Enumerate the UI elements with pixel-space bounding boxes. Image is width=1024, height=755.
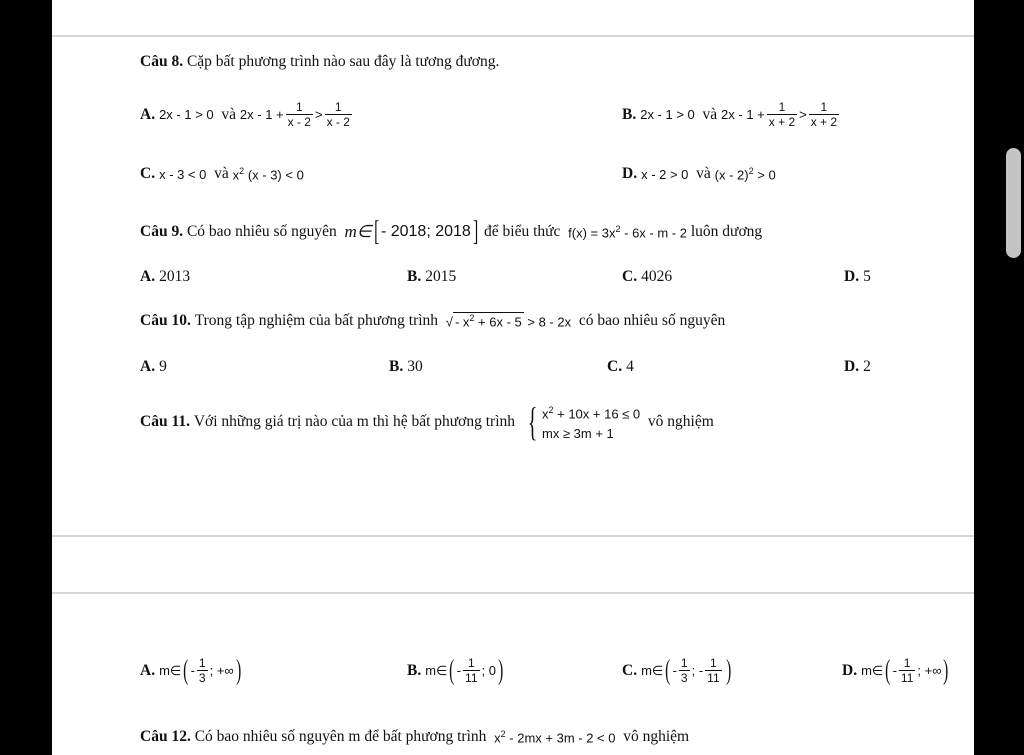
q10-option-b[interactable] xyxy=(389,358,423,376)
q9-option-b[interactable] xyxy=(407,268,456,286)
interval: - 2018; 2018 xyxy=(380,223,471,240)
q9-option-a[interactable] xyxy=(140,268,190,286)
option-key: A. xyxy=(140,358,156,375)
bracket: ( xyxy=(449,654,455,686)
q10-option-a[interactable] xyxy=(140,358,167,376)
numerator: 1 xyxy=(680,656,688,670)
question-text: vô nghiệm xyxy=(623,728,690,745)
question-label: Câu 8. xyxy=(140,53,184,70)
math-expr: mx ≥ 3m + 1 xyxy=(541,426,614,442)
denominator: 11 xyxy=(465,671,478,685)
question-text: Cặp bất phương trình nào sau đây là tương đương. xyxy=(186,53,500,70)
denominator: x - 2 xyxy=(326,115,350,129)
question-text: vô nghiệm xyxy=(647,413,714,431)
question-11 xyxy=(140,400,714,444)
option-key: A. xyxy=(140,105,156,123)
page-separator xyxy=(52,35,974,37)
q11-option-a[interactable] xyxy=(140,656,243,685)
math-expr: x xyxy=(494,730,501,746)
question-label: Câu 10. xyxy=(140,312,191,329)
option-value: 2015 xyxy=(425,268,457,285)
fraction xyxy=(286,100,313,129)
numerator: 1 xyxy=(467,656,475,670)
numerator: 1 xyxy=(198,656,206,670)
conjunction: và xyxy=(221,105,237,123)
q8-option-b[interactable] xyxy=(622,100,841,129)
q8-option-c[interactable] xyxy=(140,165,304,183)
math-expr: f(x) = 3x xyxy=(568,225,616,241)
option-value: 9 xyxy=(159,358,167,375)
numerator: 1 xyxy=(820,100,828,114)
option-value: 2 xyxy=(863,358,871,375)
math-expr: > 8 - 2x xyxy=(527,314,572,330)
question-text: Có bao nhiêu số nguyên xyxy=(186,223,337,240)
math-expr: m∈ xyxy=(425,662,448,678)
denominator: 3 xyxy=(680,671,688,685)
numerator: 1 xyxy=(710,656,717,670)
q8-option-d[interactable] xyxy=(622,165,776,183)
q9-option-c[interactable] xyxy=(622,268,672,286)
fraction xyxy=(705,656,721,685)
bracket: [ xyxy=(373,216,379,247)
math-op: > xyxy=(799,107,807,122)
bracket: ) xyxy=(235,654,241,686)
fraction xyxy=(197,656,208,685)
document-page xyxy=(52,0,974,755)
numerator: 1 xyxy=(778,100,786,114)
option-key: A. xyxy=(140,661,156,679)
question-9 xyxy=(140,218,762,246)
bracket: ( xyxy=(665,654,671,686)
conjunction: và xyxy=(214,165,229,182)
question-label: Câu 12. xyxy=(140,728,191,745)
math-expr: m∈ xyxy=(344,222,372,241)
math-expr: m∈ xyxy=(159,662,182,678)
fraction xyxy=(463,656,479,685)
denominator: 3 xyxy=(198,671,206,685)
math-op: - xyxy=(672,663,677,678)
exponent: 2 xyxy=(239,165,245,176)
q10-option-c[interactable] xyxy=(607,358,634,376)
math-expr: m∈ xyxy=(861,662,884,678)
fraction xyxy=(899,656,915,685)
bracket: ) xyxy=(725,654,731,686)
option-key: D. xyxy=(622,165,638,182)
math-expr: x xyxy=(232,167,240,183)
denominator: 11 xyxy=(900,671,914,685)
denominator: x - 2 xyxy=(287,115,311,129)
bracket: ) xyxy=(943,654,949,686)
option-value: 2013 xyxy=(159,268,191,285)
radical xyxy=(453,312,524,329)
question-label: Câu 11. xyxy=(140,413,190,431)
math-expr: - x xyxy=(454,314,470,330)
numerator: 1 xyxy=(334,100,342,114)
math-expr: x - 2 > 0 xyxy=(641,166,689,182)
option-value: 30 xyxy=(407,358,423,375)
math-op: > xyxy=(314,107,323,122)
option-value: 4 xyxy=(626,358,634,375)
option-key: B. xyxy=(622,105,637,123)
q9-option-d[interactable] xyxy=(844,268,871,286)
bracket: ] xyxy=(472,216,479,247)
option-value: 4026 xyxy=(641,268,673,285)
question-text: luôn dương xyxy=(690,223,763,240)
fraction xyxy=(679,656,690,685)
fraction xyxy=(325,100,352,129)
math-expr: x - 3 < 0 xyxy=(159,166,207,182)
q11-option-d[interactable] xyxy=(842,656,951,685)
option-key: B. xyxy=(407,661,422,679)
exponent: 2 xyxy=(748,165,754,176)
exponent: 2 xyxy=(615,223,621,234)
conjunction: và xyxy=(696,165,711,182)
bracket: ( xyxy=(885,654,891,686)
question-text: để biểu thức xyxy=(484,223,561,240)
question-8 xyxy=(140,53,499,71)
math-expr: 2x - 1 > 0 xyxy=(159,107,214,122)
option-key: C. xyxy=(622,268,638,285)
option-key: C. xyxy=(140,165,156,182)
question-text: Trong tập nghiệm của bất phương trình xyxy=(194,312,439,329)
option-key: D. xyxy=(844,268,860,285)
fraction xyxy=(767,100,797,129)
math-expr: (x - 2) xyxy=(714,167,749,183)
math-expr: x xyxy=(541,406,549,422)
brace: { xyxy=(527,399,538,445)
bracket: ( xyxy=(183,654,189,686)
question-text: có bao nhiêu số nguyên xyxy=(578,312,726,329)
math-expr: 2x - 1 + xyxy=(721,107,765,122)
option-key: C. xyxy=(607,358,623,375)
option-key: B. xyxy=(407,268,422,285)
math-expr: > 0 xyxy=(757,167,776,183)
option-key: D. xyxy=(842,661,858,679)
q8-option-a[interactable] xyxy=(140,100,354,129)
option-key: D. xyxy=(844,358,860,375)
question-12 xyxy=(140,728,689,746)
question-label: Câu 9. xyxy=(140,223,184,240)
scrollbar[interactable] xyxy=(1006,148,1021,258)
math-op: - xyxy=(456,663,462,678)
math-expr: ; - xyxy=(691,663,704,678)
question-10: Câu 10. Trong tập nghiệm của bất phương trình √ - $x^2 + 6x - 5 > 8 - 2x$ có bao nhiêu số nguyên xyxy=(140,312,726,330)
math-expr: - 6x - m - 2 xyxy=(624,225,687,241)
denominator: x + 2 xyxy=(810,115,838,129)
math-expr: ; +∞ xyxy=(917,663,942,678)
question-text: Với những giá trị nào của m thì hệ bất phương trình xyxy=(193,413,516,431)
option-value: 5 xyxy=(863,268,871,285)
q11-option-b[interactable] xyxy=(407,656,505,685)
math-expr: 2x - 1 > 0 xyxy=(640,107,695,122)
option-key: A. xyxy=(140,268,156,285)
option-key: C. xyxy=(622,661,638,679)
math-expr: m∈ xyxy=(641,662,664,678)
math-expr: 2x - 1 + xyxy=(239,107,284,122)
denominator: x + 2 xyxy=(768,115,796,129)
denominator: 11 xyxy=(707,671,720,685)
page-separator xyxy=(52,535,974,537)
conjunction: và xyxy=(702,105,718,123)
math-expr: + 6x - 5 xyxy=(478,314,522,330)
question-text: Có bao nhiêu số nguyên m để bất phương trình xyxy=(194,728,487,745)
exponent: 2 xyxy=(469,313,475,324)
numerator: 1 xyxy=(295,100,303,114)
math-expr: + 10x + 16 ≤ 0 xyxy=(557,406,641,422)
math-op: - xyxy=(190,663,195,678)
q11-option-c[interactable] xyxy=(622,656,733,685)
math-op: - xyxy=(892,663,897,678)
fraction xyxy=(809,100,839,129)
exponent: 2 xyxy=(548,405,554,415)
page-separator xyxy=(52,592,974,594)
exponent: 2 xyxy=(500,728,506,739)
inequality-system xyxy=(523,400,640,444)
numerator: 1 xyxy=(903,656,911,670)
math-expr: ; +∞ xyxy=(209,663,234,678)
option-key: B. xyxy=(389,358,404,375)
bracket: ) xyxy=(498,654,504,686)
math-expr: (x - 3) < 0 xyxy=(247,167,304,183)
math-expr: ; 0 xyxy=(481,663,496,678)
math-expr: - 2mx + 3m - 2 < 0 xyxy=(509,730,616,746)
q10-option-d[interactable] xyxy=(844,358,871,376)
